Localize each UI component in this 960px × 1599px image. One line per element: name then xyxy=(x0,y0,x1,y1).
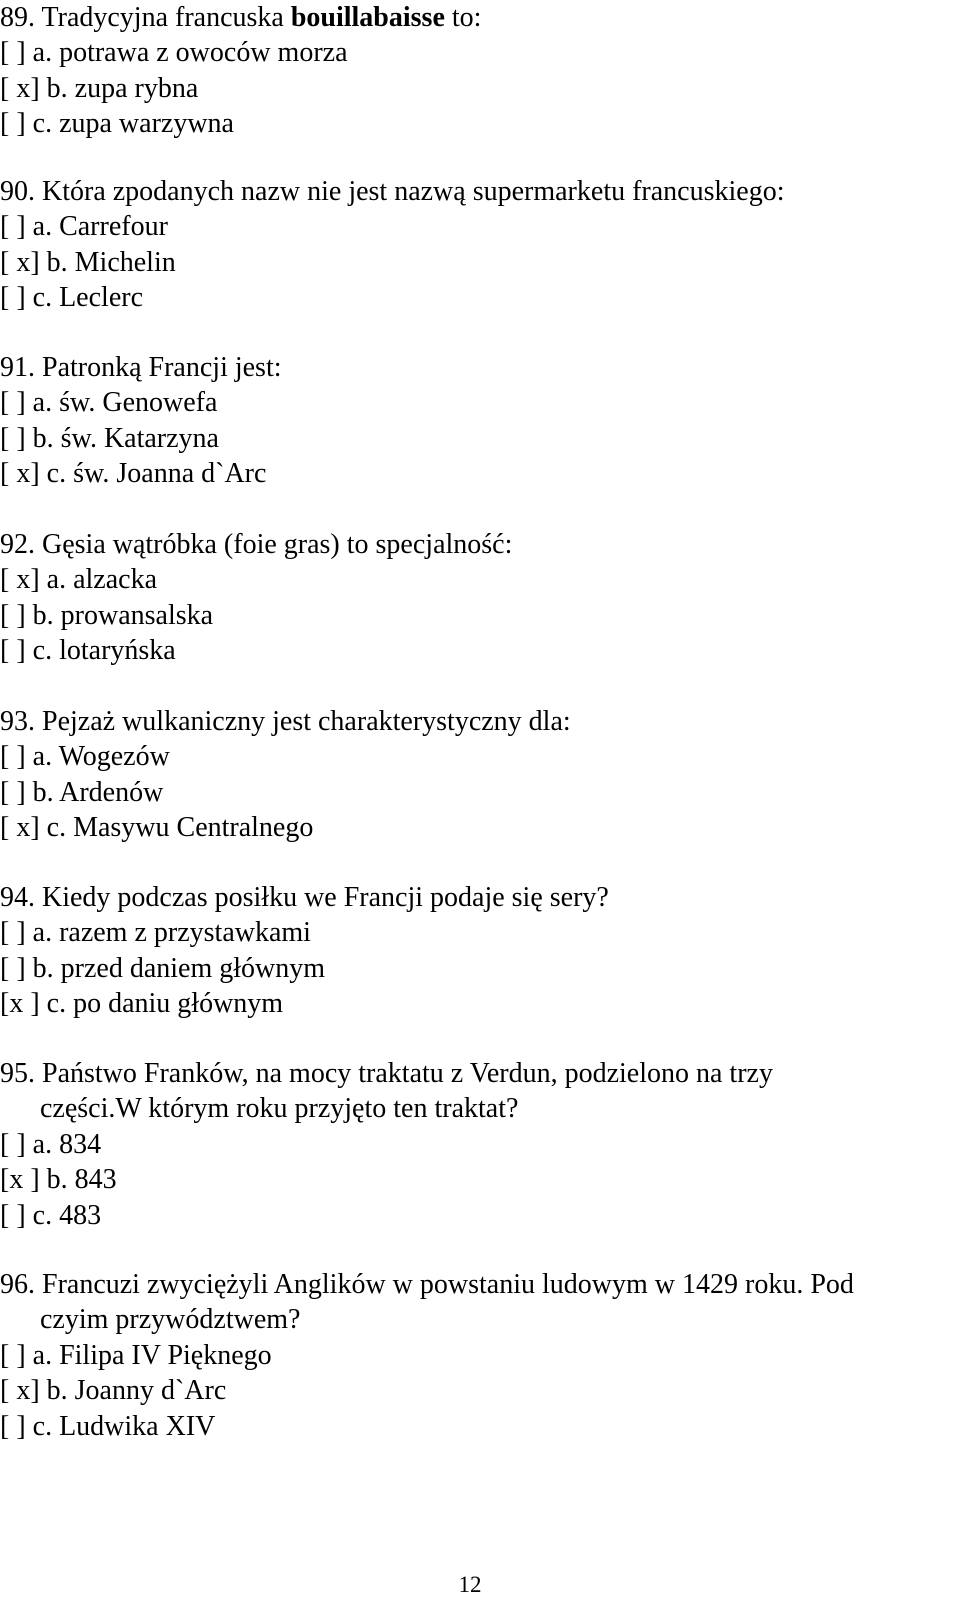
answer-option-c: [ ] c. Ludwika XIV xyxy=(0,1410,216,1442)
question-92 xyxy=(0,527,950,669)
title-prefix: 89. Tradycyjna francuska xyxy=(0,2,291,33)
answer-option-a: [ ] a. św. Genowefa xyxy=(0,387,218,419)
answer-option-b: [x ] b. 843 xyxy=(0,1164,117,1196)
answer-option-a: [ ] a. razem z przystawkami xyxy=(0,917,311,949)
question-title-line-1: 95. Państwo Franków, na mocy traktatu z Verdun, podzielono na trzy xyxy=(0,1058,773,1089)
question-93 xyxy=(0,704,950,846)
question-90 xyxy=(0,174,950,316)
question-94 xyxy=(0,880,950,1022)
answer-option-c: [ ] c. Leclerc xyxy=(0,282,143,314)
question-91 xyxy=(0,350,950,492)
answer-option-a: [ ] a. 834 xyxy=(0,1128,102,1160)
question-title-line-2: czyim przywództwem? xyxy=(40,1304,301,1336)
answer-option-c: [x ] c. po daniu głównym xyxy=(0,988,284,1020)
question-title: 91. Patronką Francji jest: xyxy=(0,352,282,383)
answer-option-a: [ ] a. Carrefour xyxy=(0,211,168,243)
answer-option-b: [ x] b. Joanny d`Arc xyxy=(0,1375,227,1407)
answer-option-c: [ x] c. Masywu Centralnego xyxy=(0,812,314,844)
answer-option-a: [ x] a. alzacka xyxy=(0,564,157,596)
question-title-line-1: 96. Francuzi zwyciężyli Anglików w powstaniu ludowym w 1429 roku. Pod xyxy=(0,1269,854,1300)
title-suffix: to: xyxy=(444,2,482,33)
answer-option-c: [ x] c. św. Joanna d`Arc xyxy=(0,458,267,490)
question-title-line-2: części.W którym roku przyjęto ten traktat? xyxy=(40,1093,519,1125)
answer-option-c: [ ] c. lotaryńska xyxy=(0,635,176,667)
question-96 xyxy=(0,1267,950,1444)
answer-option-b: [ x] b. zupa rybna xyxy=(0,72,199,104)
question-title xyxy=(0,0,950,35)
answer-option-c: [ ] c. 483 xyxy=(0,1199,102,1231)
question-title: 90. Która zpodanych nazw nie jest nazwą supermarketu francuskiego: xyxy=(0,176,785,207)
question-title: 93. Pejzaż wulkaniczny jest charakterystyczny dla: xyxy=(0,706,571,737)
answer-option-b: [ ] b. przed daniem głównym xyxy=(0,952,326,984)
page-number: 12 xyxy=(458,1572,482,1597)
answer-option-b: [ ] b. Ardenów xyxy=(0,776,164,808)
question-95 xyxy=(0,1056,950,1233)
question-title: 94. Kiedy podczas posiłku we Francji podaje się sery? xyxy=(0,882,609,913)
question-89 xyxy=(0,0,950,142)
answer-option-b: [ x] b. Michelin xyxy=(0,246,176,278)
answer-option-a: [ ] a. potrawa z owoców morza xyxy=(0,37,348,69)
answer-option-b: [ ] b. św. Katarzyna xyxy=(0,422,219,454)
answer-option-a: [ ] a. Filipa IV Pięknego xyxy=(0,1339,272,1371)
answer-option-a: [ ] a. Wogezów xyxy=(0,741,170,773)
question-title: 92. Gęsia wątróbka (foie gras) to specjalność: xyxy=(0,529,513,560)
answer-option-b: [ ] b. prowansalska xyxy=(0,599,214,631)
title-bold-term: bouillabaisse xyxy=(290,2,445,33)
answer-option-c: [ ] c. zupa warzywna xyxy=(0,108,234,140)
